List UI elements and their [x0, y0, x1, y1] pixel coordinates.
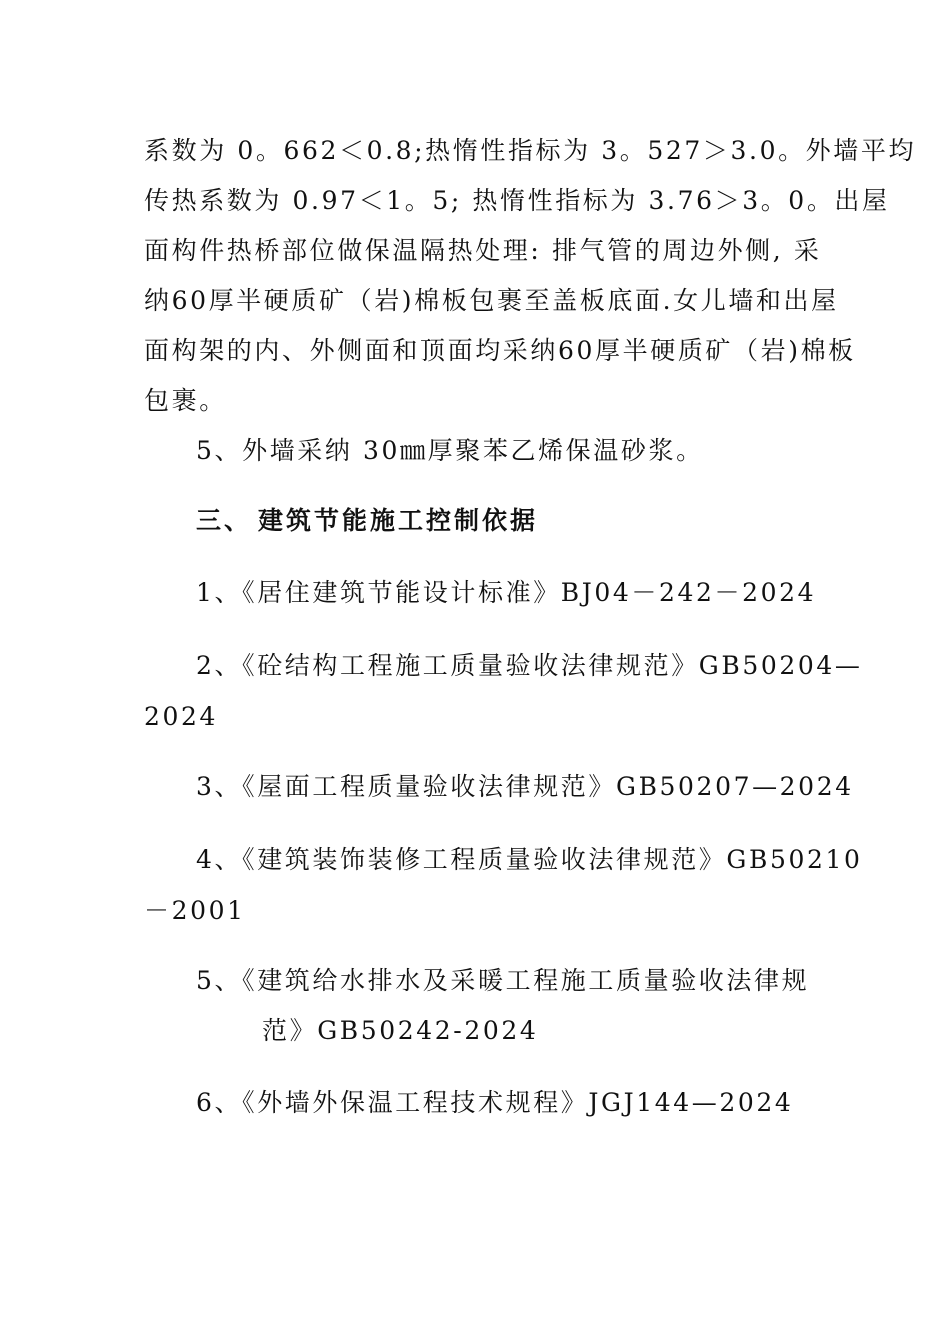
standard-item-continuation: 2024: [144, 702, 219, 731]
paragraph-line: 面构架的内、外侧面和顶面均采纳60厚半硬质矿（岩)棉板: [144, 336, 856, 365]
standard-item-continuation: 范》GB50242-2024: [262, 1016, 539, 1045]
standard-item: 6、《外墙外保温工程技术规程》JGJ144—2024: [196, 1088, 794, 1117]
paragraph-line: 传热系数为 0.97＜1。5; 热惰性指标为 3.76＞3。0。出屋: [144, 186, 890, 215]
paragraph-line: 面构件热桥部位做保温隔热处理: 排气管的周边外侧, 采: [144, 236, 822, 265]
standard-item-continuation: －2001: [144, 896, 246, 925]
paragraph-line: 纳60厚半硬质矿（岩)棉板包裹至盖板底面.女儿墙和出屋: [144, 286, 839, 315]
standard-item: 4、《建筑装饰装修工程质量验收法律规范》GB50210: [196, 845, 863, 874]
section-number: 三、: [196, 506, 253, 535]
paragraph-line: 系数为 0。662＜0.8;热惰性指标为 3。527＞3.0。外墙平均: [144, 136, 917, 165]
standard-item: 5、《建筑给水排水及采暖工程施工质量验收法律规: [196, 966, 810, 995]
standard-item: 2、《砼结构工程施工质量验收法律规范》GB50204—: [196, 651, 863, 680]
section-title: 建筑节能施工控制依据: [258, 506, 539, 535]
standard-item: 1、《居住建筑节能设计标准》BJ04－242－2024: [196, 578, 817, 607]
paragraph-line: 包裹。: [144, 386, 227, 415]
list-item-insulation-mortar: 5、外墙采纳 30㎜厚聚苯乙烯保温砂浆。: [196, 436, 704, 465]
standard-item: 3、《屋面工程质量验收法律规范》GB50207—2024: [196, 772, 854, 801]
